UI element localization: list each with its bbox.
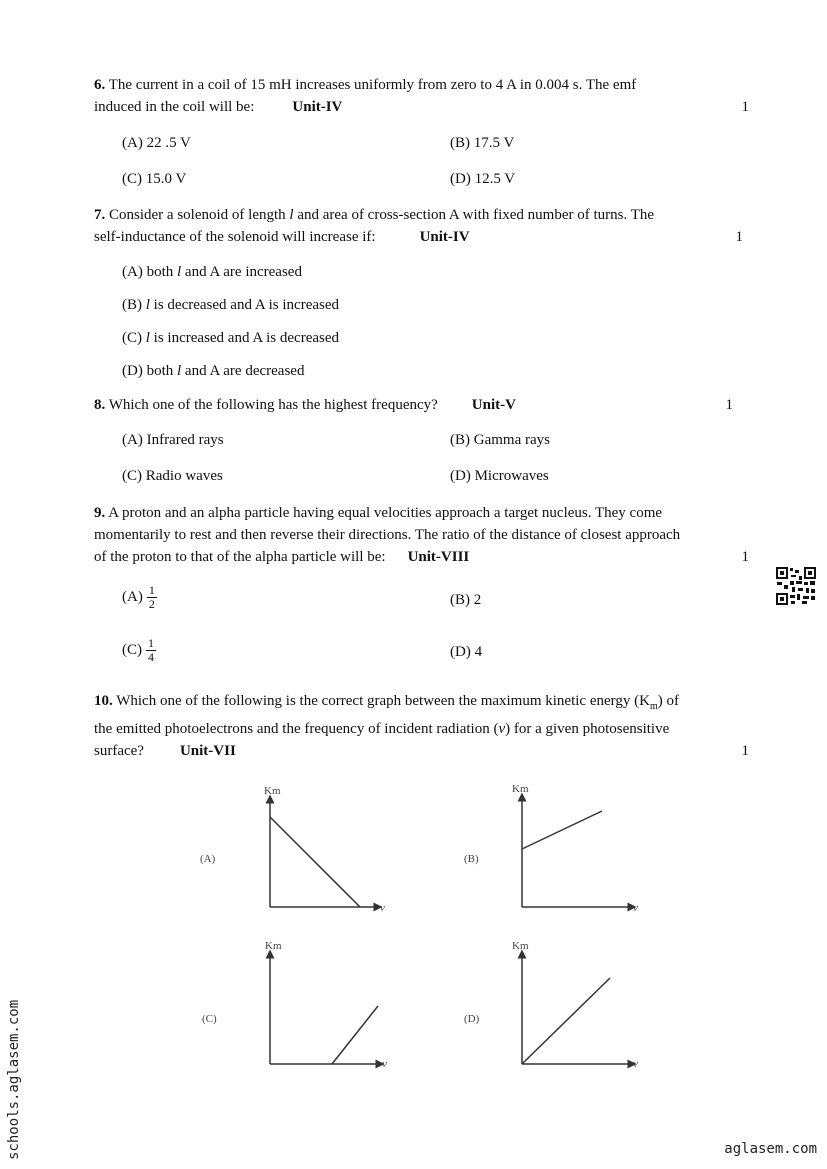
- question-number: 6.: [94, 77, 106, 93]
- graph-d-y-label: Km: [512, 940, 529, 952]
- question-10-line3: [94, 740, 749, 762]
- question-10: [94, 690, 749, 762]
- question-7: [94, 204, 749, 248]
- question-number: 9.: [94, 505, 106, 521]
- option-label: (D) both: [122, 363, 174, 379]
- question-text: Consider a solenoid of length: [109, 207, 286, 223]
- variable-l: l: [145, 297, 150, 313]
- option-a: (A) 22 .5 V: [122, 135, 191, 151]
- option-b: [122, 297, 339, 314]
- option-text: is decreased and A is increased: [153, 297, 340, 313]
- question-text: self-inductance of the solenoid will increase if:: [94, 229, 376, 245]
- marks: 1: [741, 743, 749, 759]
- graph-c-y-label: Km: [265, 940, 282, 952]
- option-c: [122, 637, 156, 664]
- graph-a-option-label: (A): [200, 853, 216, 865]
- marks: 1: [741, 549, 749, 565]
- watermark-left: schools.aglasem.com: [6, 999, 22, 1160]
- unit-tag: Unit-VIII: [407, 549, 470, 565]
- graph-a-y-label: Km: [264, 785, 281, 797]
- graph-line: [522, 811, 602, 849]
- option-label: (C): [122, 330, 142, 346]
- variable-l: l: [289, 207, 294, 223]
- option-text: is increased and A is decreased: [153, 330, 340, 346]
- option-text: and A are increased: [184, 264, 302, 280]
- option-c: [122, 330, 339, 347]
- question-text: Which one of the following is the correct graph between the maximum kinetic energy (K: [116, 693, 650, 709]
- option-a: (A) Infrared rays: [122, 432, 224, 448]
- question-10-line2: [94, 718, 749, 740]
- question-7-line1: [94, 204, 749, 226]
- option-label: (B): [122, 297, 142, 313]
- question-text: of the proton to that of the alpha particle will be:: [94, 549, 386, 565]
- fraction-numerator: 1: [148, 583, 155, 597]
- fraction-denominator: 4: [148, 650, 154, 664]
- subscript: m: [649, 701, 658, 712]
- unit-tag: Unit-IV: [419, 229, 470, 245]
- qr-code-icon: [775, 566, 817, 606]
- graph-line: [270, 817, 360, 907]
- variable-l: l: [145, 330, 150, 346]
- question-9: [94, 502, 749, 568]
- variable-l: l: [177, 264, 182, 280]
- variable-v: v: [498, 721, 506, 737]
- graph-d: [514, 950, 636, 1072]
- option-b: (B) Gamma rays: [450, 432, 550, 448]
- marks: 1: [741, 99, 749, 115]
- option-label: (A): [122, 588, 143, 605]
- question-6: [94, 74, 749, 118]
- unit-tag: Unit-VII: [179, 743, 236, 759]
- graph-line: [332, 1006, 378, 1064]
- graph-b-x-label: v: [633, 902, 638, 914]
- graph-d-x-label: v: [633, 1058, 638, 1070]
- question-9-line2: momentarily to rest and then reverse their directions. The ratio of the distance of closest approach: [94, 527, 681, 543]
- question-text: ) of: [657, 693, 679, 709]
- question-text: The current in a coil of 15 mH increases uniformly from zero to 4 A in 0.004 s. The emf: [108, 77, 637, 93]
- unit-tag: Unit-IV: [292, 99, 343, 115]
- graph-b-y-label: Km: [512, 783, 529, 795]
- unit-tag: Unit-V: [471, 397, 516, 413]
- variable-l: l: [177, 363, 182, 379]
- question-text: A proton and an alpha particle having equal velocities approach a target nucleus. They come: [108, 505, 663, 521]
- question-9-line1: [94, 502, 749, 524]
- graph-line: [522, 978, 610, 1064]
- question-8-line1: [94, 394, 749, 416]
- option-label: (C): [122, 641, 142, 658]
- option-d: [122, 363, 304, 380]
- question-number: 10.: [94, 693, 113, 709]
- question-text: the emitted photoelectrons and the frequency of incident radiation (: [94, 721, 499, 737]
- question-7-line2: [94, 226, 749, 248]
- watermark-right: aglasem.com: [724, 1141, 817, 1157]
- graph-c: [262, 950, 384, 1072]
- fraction: [147, 584, 157, 611]
- option-label: (A) both: [122, 264, 174, 280]
- question-9-line3: [94, 546, 749, 568]
- question-number: 7.: [94, 207, 106, 223]
- option-d: (D) 12.5 V: [450, 171, 516, 187]
- option-d: (D) 4: [450, 644, 483, 660]
- question-number: 8.: [94, 397, 106, 413]
- option-a: [122, 584, 157, 611]
- graph-c-x-label: v: [382, 1058, 387, 1070]
- question-6-line1: [94, 74, 749, 96]
- graph-d-option-label: (D): [464, 1013, 480, 1025]
- question-6-line2: [94, 96, 749, 118]
- question-text: Which one of the following has the highest frequency?: [108, 397, 438, 413]
- option-a: [122, 264, 302, 281]
- graph-c-option-label: (C): [202, 1013, 217, 1025]
- option-text: and A are decreased: [184, 363, 305, 379]
- question-text: ) for a given photosensitive: [505, 721, 670, 737]
- marks: 1: [735, 229, 743, 245]
- question-text: and area of cross-section A with fixed number of turns. The: [297, 207, 655, 223]
- option-c: (C) 15.0 V: [122, 171, 187, 187]
- graph-a-x-label: v: [380, 902, 385, 914]
- graph-a: [262, 795, 382, 915]
- question-10-line1: [94, 690, 749, 718]
- option-b: (B) 17.5 V: [450, 135, 515, 151]
- fraction: [146, 637, 156, 664]
- question-text: surface?: [94, 743, 144, 759]
- graph-b-option-label: (B): [464, 853, 479, 865]
- question-8: [94, 394, 749, 416]
- option-b: (B) 2: [450, 592, 482, 608]
- marks: 1: [725, 397, 733, 413]
- option-c: (C) Radio waves: [122, 468, 223, 484]
- fraction-denominator: 2: [148, 597, 155, 611]
- graph-b: [514, 793, 636, 915]
- option-d: (D) Microwaves: [450, 468, 549, 484]
- question-text: induced in the coil will be:: [94, 99, 255, 115]
- fraction-numerator: 1: [148, 636, 154, 650]
